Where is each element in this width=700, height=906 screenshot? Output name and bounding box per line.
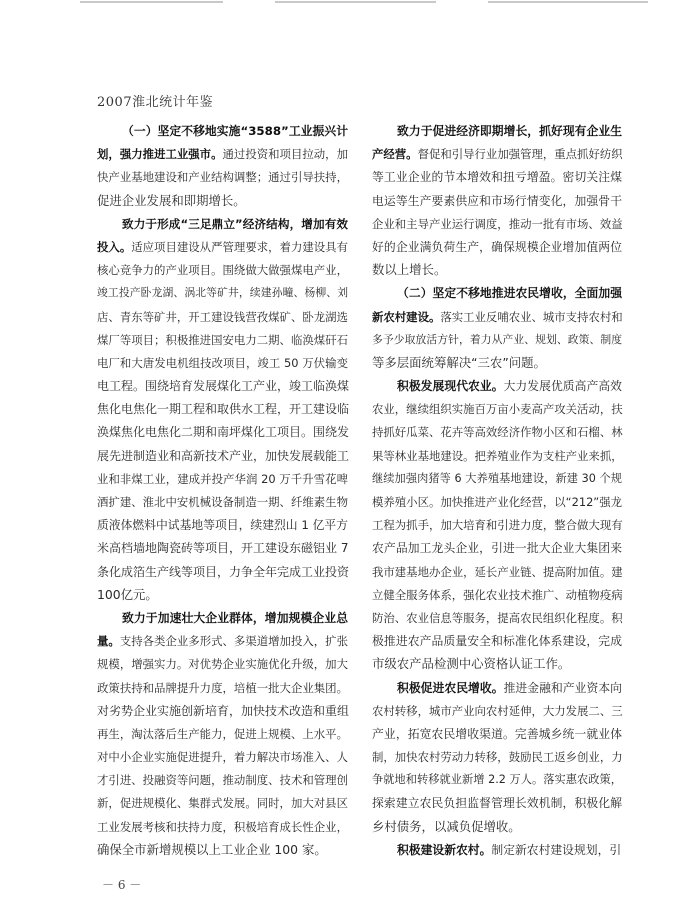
text-line — [372, 654, 622, 677]
text-line — [372, 167, 622, 190]
text-line — [97, 283, 348, 306]
text-line — [97, 793, 348, 816]
text-line — [372, 399, 622, 422]
text-line — [372, 353, 622, 376]
text-line — [372, 840, 622, 863]
body-text: 继续加强肉猪等 6 大养殖基地建设，新建 30 个规 — [372, 471, 622, 485]
text-line — [372, 121, 622, 144]
text-line — [372, 191, 622, 214]
body-text: 质液体燃料中试基地等项目，续建烈山 1 亿平方 — [97, 518, 348, 533]
body-text: 持抓好瓜菜、花卉等高效经济作物小区和石榴、林 — [372, 425, 623, 440]
body-text: 督促和引导行业加强管理，重点抓好纺织 — [417, 147, 623, 162]
body-text: 才引进、投融资等问题，推动制度、技术和管理创 — [97, 773, 348, 788]
body-text: 极推进农产品质量安全和标准化体系建设，完成 — [372, 634, 622, 649]
text-line — [97, 469, 348, 492]
text-line — [372, 608, 622, 631]
scan-artifact — [275, 1, 436, 3]
text-line — [97, 330, 348, 353]
left-column — [97, 121, 348, 863]
scan-artifact — [488, 1, 648, 3]
body-text: 再生，淘汰落后生产能力，促进上规模、上水平。 — [97, 726, 348, 741]
body-text: 大力发展优质高产高效 — [503, 379, 622, 394]
text-line — [372, 376, 622, 399]
text-line — [372, 701, 622, 724]
text-line — [97, 747, 348, 770]
text-line — [97, 260, 348, 283]
body-text: 争就地和转移就业新增 2.2 万人。落实惠农政策， — [372, 773, 622, 787]
body-text: 米高档墙地陶瓷砖等项目，开工建设东磁铝业 7 — [97, 541, 349, 556]
text-line — [97, 121, 348, 144]
text-line — [97, 770, 348, 793]
body-text: 业和非煤工业，建成并投产华润 20 万千升雪花啤 — [97, 471, 348, 486]
body-text: 电厂和大唐发电机组技改项目，竣工 50 万伏输变 — [97, 355, 348, 370]
body-text: 工程为抓手，加大培育和引进力度，整合做大现有 — [372, 518, 623, 533]
bold-heading: 致力于加速壮大企业群体，增加规模企业总 — [122, 610, 348, 625]
bold-heading: 致力于促进经济即期增长，抓好现有企业生 — [397, 124, 622, 138]
text-line — [372, 678, 622, 701]
text-line — [97, 562, 348, 585]
text-line — [97, 840, 348, 863]
text-line — [372, 631, 622, 654]
body-text: 竣工投产卧龙湖、涡北等矿井，续建孙疃、杨柳、刘 — [97, 286, 348, 300]
bold-heading: 新农村建设。 — [372, 309, 441, 324]
text-line — [372, 237, 622, 260]
body-text: 通过投资和项目拉动，加 — [222, 147, 348, 162]
body-text: 市级农产品检测中心资格认证工作。 — [372, 656, 571, 672]
body-text: 对中小企业实施促进提升，着力解决市场准入、人 — [97, 750, 348, 765]
text-line — [97, 515, 348, 538]
text-line — [372, 144, 622, 167]
text-line — [372, 515, 622, 538]
body-text: 农产品加工龙头企业，引进一批大企业大集团来 — [372, 541, 622, 556]
body-text: 对劣势企业实施创新培育，加快技术改造和重组 — [97, 703, 350, 718]
body-text: 工业发展考核和扶持力度，积极培育成长性企业， — [97, 819, 348, 834]
body-text: 政策扶持和品牌提升力度，培植一批大企业集团。 — [97, 680, 348, 695]
text-line — [97, 631, 348, 654]
body-text: 电工程。围绕培育发展煤化工产业，竣工临涣煤 — [97, 379, 350, 394]
text-line — [372, 330, 622, 353]
body-text: 确保全市新增规模以上工业企业 100 家。 — [97, 841, 327, 857]
body-text: 店、青东等矿井，开工建设钱营孜煤矿、卧龙湖选 — [97, 309, 348, 324]
text-line — [372, 492, 622, 515]
body-text: 涣煤焦化电焦化二期和南坪煤化工项目。围绕发 — [97, 425, 350, 440]
text-line — [97, 353, 348, 376]
body-text: 规模，增强实力。对优势企业实施优化升级，加大 — [97, 657, 348, 672]
running-head: 2007淮北统计年鉴 — [97, 95, 214, 110]
body-text: 新，促进规模化、集群式发展。同时，加大对县区 — [97, 796, 348, 811]
text-line — [97, 538, 348, 561]
text-line — [372, 747, 622, 770]
text-line — [372, 283, 622, 306]
body-text: 企业和主导产业运行调度，推动一批有市场、效益 — [372, 216, 623, 231]
text-line — [97, 585, 348, 608]
text-line — [97, 422, 348, 445]
body-text: 乡村债务，以减负促增收。 — [372, 818, 521, 834]
body-text: 快产业基地建设和产业结构调整；通过引导扶持， — [97, 170, 348, 185]
text-line — [97, 446, 348, 469]
text-line — [97, 307, 348, 330]
body-text: 煤厂等项目；积极推进国安电力二期、临涣煤矸石 — [97, 332, 348, 347]
body-text: 果等林业基地建设。把养殖业作为支柱产业来抓， — [372, 448, 623, 463]
text-line — [372, 793, 622, 816]
body-text: 探索建立农民负担监督管理长效机制，积极化解 — [372, 796, 622, 811]
body-text: 农村转移，城市产业向农村延伸，大力发展二、三 — [372, 703, 623, 718]
text-line — [372, 446, 622, 469]
bold-heading: 投入。 — [97, 239, 132, 254]
body-text: 条化成箔生产线等项目，力争全年完成工业投资 — [97, 564, 350, 579]
bold-heading: 积极建设新农村。 — [397, 842, 492, 857]
text-line — [97, 492, 348, 515]
text-line — [372, 770, 622, 793]
body-text: 产业，拓宽农民增收渠道。完善城乡统一就业体 — [372, 726, 622, 741]
body-text: 我市建基地办企业，延长产业链、提高附加值。建 — [372, 564, 623, 579]
text-line — [372, 214, 622, 237]
body-text: 制定新农村建设规划，引 — [491, 842, 622, 857]
text-line — [97, 724, 348, 747]
text-line — [97, 214, 348, 237]
body-text: 模养殖小区。加快推进产业化经营，以“212”强龙 — [372, 495, 622, 509]
text-line — [97, 167, 348, 190]
text-line — [97, 678, 348, 701]
text-line — [372, 817, 622, 840]
text-line — [97, 608, 348, 631]
bold-heading: 积极发展现代农业。 — [397, 379, 504, 394]
body-text: 等多层面统筹解决“三农”问题。 — [372, 354, 546, 370]
body-text: 多予少取放活方针，着力从产业、规划、政策、制度 — [372, 332, 622, 346]
body-text: 推进金融和产业资本向 — [503, 680, 622, 695]
text-line — [97, 701, 348, 724]
body-text: 数以上增长。 — [372, 262, 447, 278]
right-column — [372, 121, 622, 863]
page-number: － 6 － — [102, 878, 142, 892]
body-text: 支持各类企业多形式、多渠道增加投入，扩张 — [119, 634, 348, 649]
body-text: 农业，继续组织实施百万亩小麦高产攻关活动，扶 — [372, 402, 623, 417]
bold-heading: （二）坚定不移地推进农民增收，全面加强 — [397, 286, 622, 301]
text-line — [372, 724, 622, 747]
body-text: 展先进制造业和高新技术产业，加快发展载能工 — [97, 448, 350, 463]
bold-heading: 积极促进农民增收。 — [397, 680, 504, 695]
text-line — [372, 307, 622, 330]
text-line — [372, 562, 622, 585]
text-line — [372, 469, 622, 492]
body-text: 制，加快农村劳动力转移，鼓励民工返乡创业，力 — [372, 750, 623, 765]
body-text: 100亿元。 — [97, 586, 158, 602]
text-line — [97, 654, 348, 677]
scan-artifact — [80, 1, 223, 3]
text-line — [97, 376, 348, 399]
bold-heading: 划，强力推进工业强市。 — [97, 147, 223, 162]
body-text: 防治、农业信息等服务，提高农民组织化程度。积 — [372, 610, 623, 625]
bold-heading: 产经营。 — [372, 147, 418, 162]
text-line — [97, 237, 348, 260]
body-text: 酒扩建、淮北中安机械设备制造一期、纤维素生物 — [97, 495, 348, 509]
text-line — [372, 585, 622, 608]
body-text: 落实工业反哺农业、城市支持农村和 — [440, 309, 623, 324]
text-line — [372, 538, 622, 561]
body-text: 促进企业发展和即期增长。 — [97, 192, 246, 208]
body-text: 焦化电焦化一期工程和取供水工程，开工建设临 — [97, 402, 350, 417]
bold-heading: 致力于形成“三足鼎立”经济结构，增加有效 — [122, 216, 348, 231]
bold-heading: （一）坚定不移地实施“3588”工业振兴计 — [122, 124, 348, 138]
text-line — [97, 399, 348, 422]
body-text: 核心竞争力的产业项目。围绕做大做强煤电产业， — [97, 263, 348, 278]
body-text: 电运等生产要素供应和市场行情变化，加强骨干 — [372, 193, 622, 208]
text-line — [372, 260, 622, 283]
text-line — [372, 422, 622, 445]
body-text: 适应项目建设从严管理要求，着力建设具有 — [131, 239, 348, 254]
body-text: 等工业企业的节本增效和扭亏增盈。密切关注煤 — [372, 170, 622, 185]
text-line — [97, 144, 348, 167]
bold-heading: 量。 — [97, 634, 120, 649]
text-line — [97, 817, 348, 840]
body-text: 好的企业满负荷生产，确保规模企业增加值两位 — [372, 239, 622, 254]
body-text: 立健全服务体系，强化农业技术推广、动植物疫病 — [372, 587, 623, 602]
text-line — [97, 191, 348, 214]
